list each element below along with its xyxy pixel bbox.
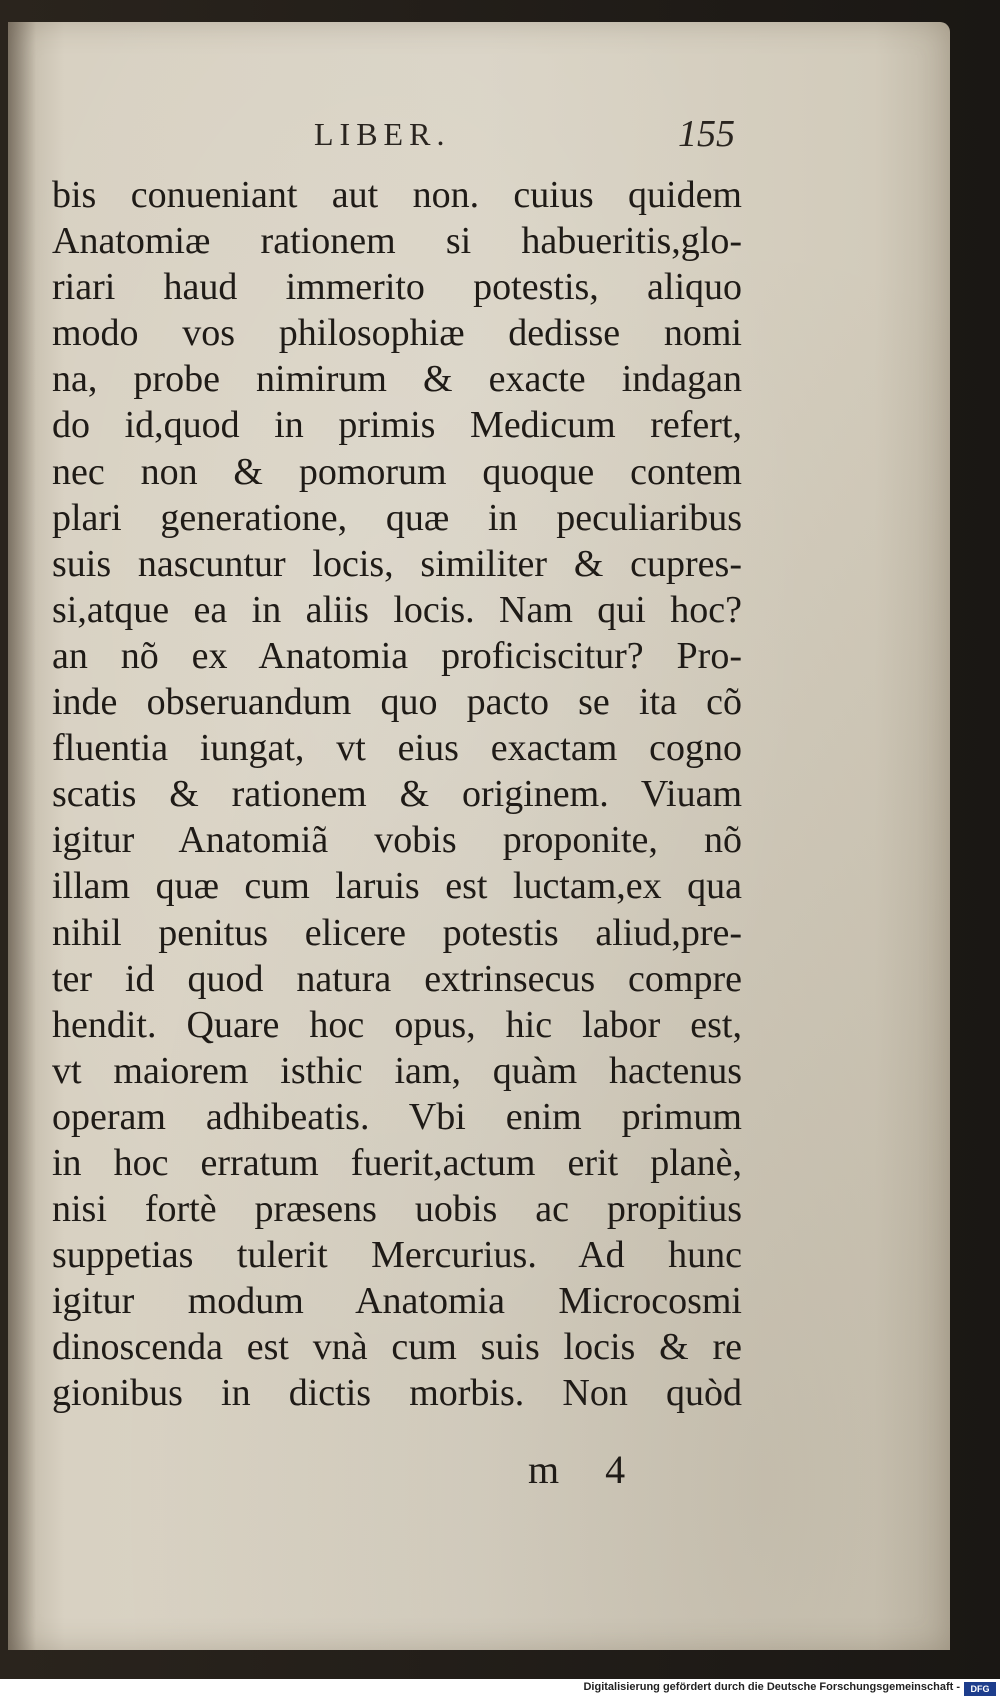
text-line: in hoc erratum fuerit,actum erit planè, (52, 1141, 742, 1184)
text-line: bis conueniant aut non. cuius quidem (52, 174, 742, 216)
text-line: plari generatione, quæ in peculiaribus (52, 496, 742, 539)
text-line: vt maiorem isthic iam, quàm hactenus (52, 1049, 742, 1092)
text-line: Anatomiæ rationem si habueritis,glo- (52, 220, 742, 263)
text-line: operam adhibeatis. Vbi enim primum (52, 1095, 742, 1138)
text-line: modo vos philosophiæ dedisse nomi (52, 312, 742, 355)
funding-credit: Digitalisierung gefördert durch die Deutsche Forschungsgemeinschaft - (583, 1681, 960, 1693)
footer-bar (0, 1679, 1000, 1699)
running-title: LIBER. (314, 116, 451, 152)
dfg-logo: DFG (964, 1682, 996, 1696)
text-line: nisi fortè præsens uobis ac propitius (52, 1188, 742, 1231)
text-line: suppetias tulerit Mercurius. Ad hunc (52, 1234, 742, 1277)
text-line: fluentia iungat, vt eius exactam cogno (52, 727, 742, 770)
text-line: si,atque ea in aliis locis. Nam qui hoc? (52, 588, 742, 631)
text-line: ter id quod natura extrinsecus compre (52, 957, 742, 1000)
text-line: igitur modum Anatomia Microcosmi (52, 1280, 742, 1323)
text-line: na, probe nimirum & exacte indagan (52, 358, 742, 401)
gutter-shadow (8, 22, 36, 1650)
text-line: nihil penitus elicere potestis aliud,pre- (52, 911, 742, 954)
text-line: nec non & pomorum quoque contem (52, 450, 742, 493)
text-line: hendit. Quare hoc opus, hic labor est, (52, 1003, 742, 1046)
text-line: scatis & rationem & originem. Viuam (52, 773, 742, 816)
text-line: gionibus in dictis morbis. Non quòd (52, 1372, 742, 1415)
text-line: igitur Anatomiã vobis proponite, nõ (52, 819, 742, 862)
book-page (8, 22, 950, 1650)
text-line: inde obseruandum quo pacto se ita cõ (52, 681, 742, 724)
page-number: 155 (678, 113, 735, 155)
text-line: an nõ ex Anatomia proficiscitur? Pro- (52, 634, 742, 677)
text-line: riari haud immerito potestis, aliquo (52, 266, 742, 309)
text-line: do id,quod in primis Medicum refert, (52, 404, 742, 447)
signature-mark: m 4 (528, 1447, 644, 1492)
text-line: suis nascuntur locis, similiter & cupres- (52, 542, 742, 585)
body-text (52, 172, 742, 1417)
text-line: illam quæ cum laruis est luctam,ex qua (52, 865, 742, 908)
running-head (8, 113, 950, 166)
text-line: dinoscenda est vnà cum suis locis & re (52, 1326, 742, 1369)
